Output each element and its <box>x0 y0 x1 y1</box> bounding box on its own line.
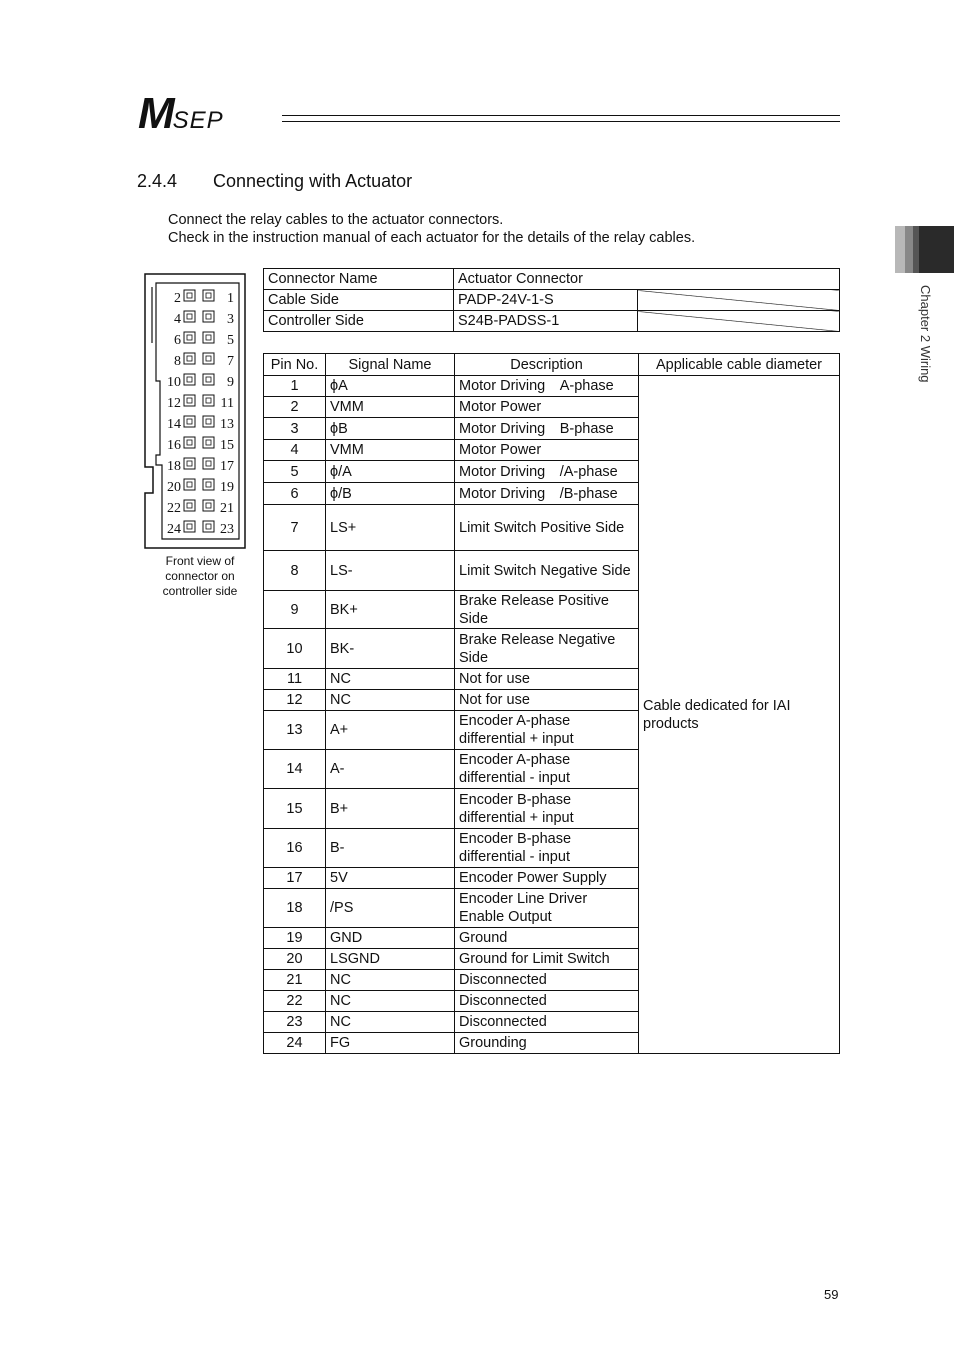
cable-diameter-note: Cable dedicated for IAI products <box>639 376 840 1054</box>
pin-square-inner <box>187 398 192 403</box>
pin-square <box>184 437 195 448</box>
intro-line-1: Connect the relay cables to the actuator connectors. <box>168 212 504 228</box>
pin-square-inner <box>206 398 211 403</box>
signal-name: VMM <box>326 440 455 461</box>
pin-label-right: 3 <box>227 312 234 327</box>
pin-square-inner <box>187 314 192 319</box>
pin-square-inner <box>187 377 192 382</box>
intro-line-2: Check in the instruction manual of each actuator for the details of the relay cables. <box>168 230 696 246</box>
pin-square-inner <box>187 440 192 445</box>
signal-name: A- <box>326 750 455 789</box>
pin-square-inner <box>206 524 211 529</box>
intro-text <box>168 211 695 247</box>
pin-description: Encoder Line Driver Enable Output <box>455 889 639 928</box>
connector-info-row <box>264 311 840 332</box>
pin-square-inner <box>187 503 192 508</box>
pin-number: 1 <box>264 376 326 397</box>
signal-name: NC <box>326 1012 455 1033</box>
pin-label-left: 24 <box>167 522 181 537</box>
connector-caption: Front view of connector on controller side <box>162 554 238 598</box>
pin-number: 24 <box>264 1033 326 1054</box>
pin-description: Not for use <box>455 669 639 690</box>
pin-label-left: 6 <box>174 333 181 348</box>
signal-name: ϕ/B <box>326 483 455 505</box>
signal-name: NC <box>326 690 455 711</box>
signal-name: BK+ <box>326 591 455 629</box>
pin-description: Motor Driving /A-phase <box>455 461 639 483</box>
pin-description: Motor Driving A-phase <box>455 376 639 397</box>
pin-label-right: 1 <box>227 291 234 306</box>
pin-square-inner <box>206 293 211 298</box>
pin-square <box>203 311 214 322</box>
logo-m: M <box>138 89 173 138</box>
pin-number: 13 <box>264 711 326 750</box>
pin-table-header <box>264 354 840 376</box>
signal-name: A+ <box>326 711 455 750</box>
pin-number: 18 <box>264 889 326 928</box>
pin-square <box>184 479 195 490</box>
pin-number: 20 <box>264 949 326 970</box>
pin-square-inner <box>187 482 192 487</box>
pin-square <box>184 332 195 343</box>
section-title: Connecting with Actuator <box>213 171 413 191</box>
pin-description: Motor Power <box>455 397 639 418</box>
pin-square <box>203 353 214 364</box>
pin-description: Encoder B-phase differential - input <box>455 829 639 868</box>
pin-label-right: 5 <box>227 333 234 348</box>
pin-label-left: 4 <box>174 312 181 327</box>
signal-name: VMM <box>326 397 455 418</box>
pin-label-right: 7 <box>227 354 234 369</box>
pin-description: Encoder A-phase differential + input <box>455 711 639 750</box>
pin-number: 19 <box>264 928 326 949</box>
pin-number: 9 <box>264 591 326 629</box>
signal-name: FG <box>326 1033 455 1054</box>
header-description: Description <box>455 354 639 376</box>
pin-number: 16 <box>264 829 326 868</box>
pin-square-inner <box>187 293 192 298</box>
pin-label-right: 15 <box>220 438 234 453</box>
logo-sep: SEP <box>172 107 224 134</box>
pin-description: Disconnected <box>455 1012 639 1033</box>
signal-name: 5V <box>326 868 455 889</box>
pin-number: 22 <box>264 991 326 1012</box>
pin-label-right: 13 <box>220 417 234 432</box>
header-rule-top <box>282 115 840 116</box>
pin-square <box>184 500 195 511</box>
pin-number: 23 <box>264 1012 326 1033</box>
pin-number: 11 <box>264 669 326 690</box>
pin-square <box>203 437 214 448</box>
signal-name: B+ <box>326 789 455 829</box>
controller-side-value: S24B-PADSS-1 <box>454 311 638 332</box>
pin-square-inner <box>206 482 211 487</box>
pin-description: Encoder A-phase differential - input <box>455 750 639 789</box>
signal-name: GND <box>326 928 455 949</box>
pin-square <box>184 416 195 427</box>
signal-name: ϕA <box>326 376 455 397</box>
pin-description: Disconnected <box>455 970 639 991</box>
pin-description: Encoder B-phase differential + input <box>455 789 639 829</box>
pin-label-left: 2 <box>174 291 181 306</box>
signal-name: ϕ/A <box>326 461 455 483</box>
pin-description: Encoder Power Supply <box>455 868 639 889</box>
connector-name-label: Connector Name <box>264 269 454 290</box>
pin-label-left: 14 <box>167 417 181 432</box>
pin-description: Limit Switch Negative Side <box>455 551 639 591</box>
signal-name: BK- <box>326 629 455 669</box>
pin-label-left: 20 <box>167 480 181 495</box>
pin-square <box>203 332 214 343</box>
pin-square <box>184 521 195 532</box>
pin-square-inner <box>187 461 192 466</box>
pin-number: 4 <box>264 440 326 461</box>
pin-label-right: 23 <box>220 522 234 537</box>
signal-name: LS+ <box>326 505 455 551</box>
connector-info-row <box>264 290 840 311</box>
pin-description: Limit Switch Positive Side <box>455 505 639 551</box>
pin-number: 10 <box>264 629 326 669</box>
pin-number: 2 <box>264 397 326 418</box>
pin-label-left: 22 <box>167 501 181 516</box>
cable-side-label: Cable Side <box>264 290 454 311</box>
signal-name: NC <box>326 991 455 1012</box>
pin-number: 12 <box>264 690 326 711</box>
pin-number: 7 <box>264 505 326 551</box>
pin-label-right: 19 <box>220 480 234 495</box>
pin-description: Ground <box>455 928 639 949</box>
pin-square <box>203 521 214 532</box>
pin-square-inner <box>187 524 192 529</box>
pin-number: 14 <box>264 750 326 789</box>
pin-description: Ground for Limit Switch <box>455 949 639 970</box>
section-heading <box>137 171 412 192</box>
pin-square <box>184 458 195 469</box>
pin-description: Grounding <box>455 1033 639 1054</box>
pin-square <box>203 395 214 406</box>
pin-number: 21 <box>264 970 326 991</box>
connector-info-row <box>264 269 840 290</box>
empty-cell-diagonal <box>638 290 840 311</box>
cable-side-value: PADP-24V-1-S <box>454 290 638 311</box>
header-cable-diameter: Applicable cable diameter <box>639 354 840 376</box>
pin-description: Motor Driving B-phase <box>455 418 639 440</box>
signal-name: /PS <box>326 889 455 928</box>
pin-number: 5 <box>264 461 326 483</box>
pin-square-inner <box>187 419 192 424</box>
pin-square <box>184 311 195 322</box>
signal-name: NC <box>326 970 455 991</box>
pin-square <box>203 374 214 385</box>
pin-square <box>184 374 195 385</box>
pin-description: Brake Release Positive Side <box>455 591 639 629</box>
pin-number: 3 <box>264 418 326 440</box>
pin-square-inner <box>187 335 192 340</box>
pin-square <box>184 290 195 301</box>
pin-number: 6 <box>264 483 326 505</box>
pin-square <box>184 353 195 364</box>
pin-assignment-table <box>263 353 840 1054</box>
signal-name: LS- <box>326 551 455 591</box>
pin-square-inner <box>206 356 211 361</box>
header-rule-bottom <box>282 121 840 122</box>
msep-logo <box>138 89 224 138</box>
chapter-label: Chapter 2 Wiring <box>918 285 933 383</box>
pin-square-inner <box>206 461 211 466</box>
pin-square <box>203 500 214 511</box>
signal-name: NC <box>326 669 455 690</box>
pin-label-left: 12 <box>167 396 181 411</box>
pin-square-inner <box>206 503 211 508</box>
pin-description: Motor Power <box>455 440 639 461</box>
page-number: 59 <box>824 1287 839 1302</box>
pin-square-inner <box>206 377 211 382</box>
section-number: 2.4.4 <box>137 171 178 191</box>
pin-label-right: 9 <box>227 375 234 390</box>
pin-label-left: 16 <box>167 438 181 453</box>
pin-square <box>203 416 214 427</box>
pin-square-inner <box>187 356 192 361</box>
connector-info-table <box>263 268 840 332</box>
pin-label-left: 10 <box>167 375 181 390</box>
pin-description: Motor Driving /B-phase <box>455 483 639 505</box>
pin-description: Brake Release Negative Side <box>455 629 639 669</box>
pin-label-right: 21 <box>220 501 234 516</box>
pin-square <box>184 395 195 406</box>
pin-label-right: 17 <box>220 459 234 474</box>
pin-label-left: 18 <box>167 459 181 474</box>
pin-label-left: 8 <box>174 354 181 369</box>
signal-name: ϕB <box>326 418 455 440</box>
pin-square-inner <box>206 314 211 319</box>
pin-square <box>203 458 214 469</box>
pin-number: 17 <box>264 868 326 889</box>
connector-name-value: Actuator Connector <box>454 269 840 290</box>
empty-cell-diagonal <box>638 311 840 332</box>
header-pin-no: Pin No. <box>264 354 326 376</box>
pin-label-right: 11 <box>220 396 234 411</box>
pin-number: 15 <box>264 789 326 829</box>
pin-square <box>203 290 214 301</box>
chapter-tab <box>895 226 954 273</box>
pin-square-inner <box>206 335 211 340</box>
controller-side-label: Controller Side <box>264 311 454 332</box>
pin-description: Disconnected <box>455 991 639 1012</box>
pin-square-inner <box>206 419 211 424</box>
pin-row <box>264 376 840 397</box>
pin-number: 8 <box>264 551 326 591</box>
signal-name: B- <box>326 829 455 868</box>
signal-name: LSGND <box>326 949 455 970</box>
connector-diagram <box>144 273 254 553</box>
pin-square-inner <box>206 440 211 445</box>
pin-square <box>203 479 214 490</box>
header-signal-name: Signal Name <box>326 354 455 376</box>
pin-description: Not for use <box>455 690 639 711</box>
